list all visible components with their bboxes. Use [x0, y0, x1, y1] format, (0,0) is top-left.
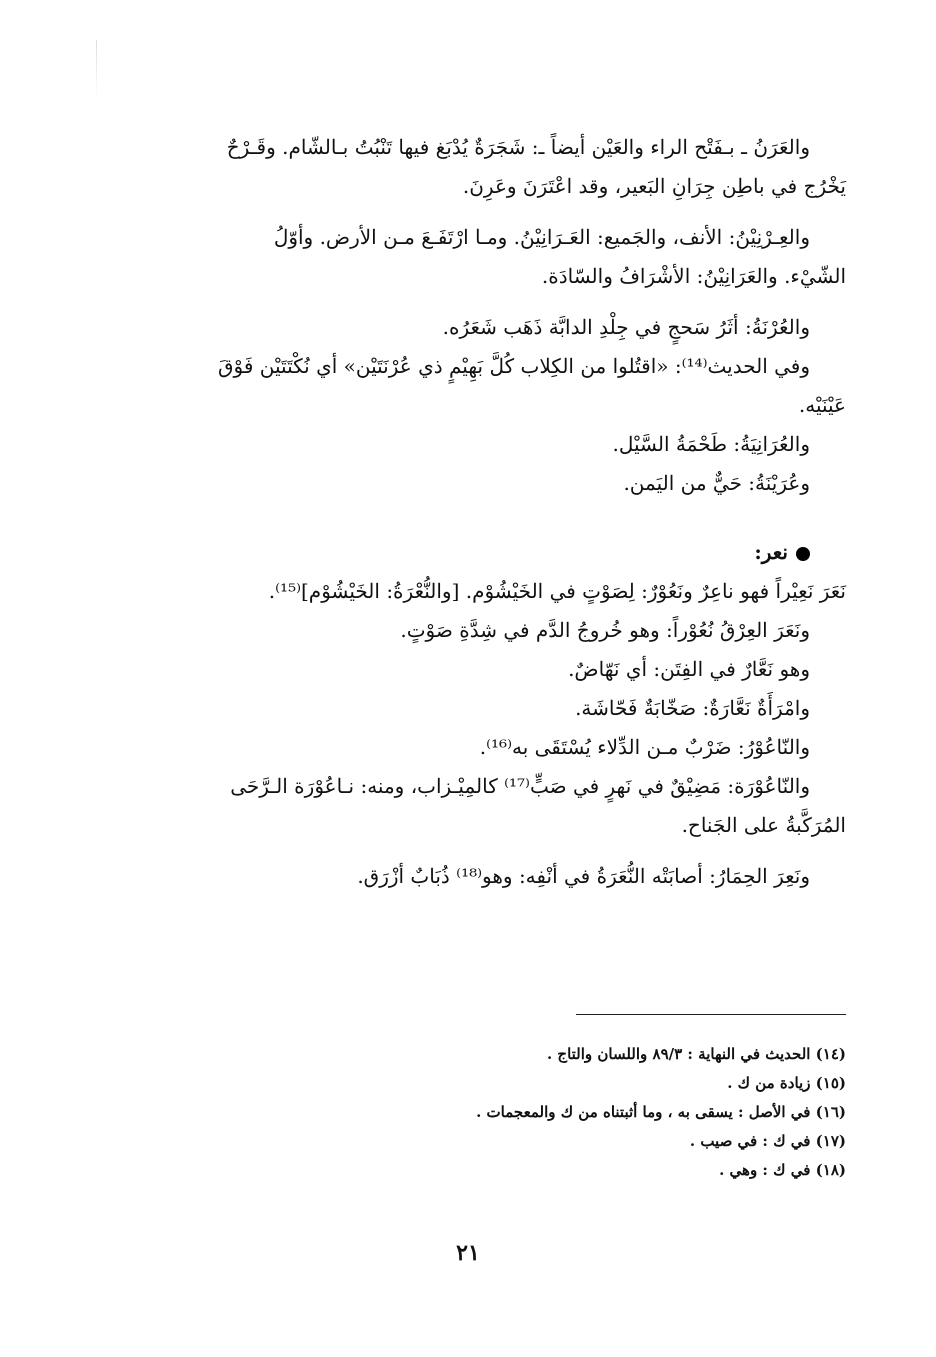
footnote: (١٨) في ك : وهي .: [719, 1161, 846, 1179]
entry-line: والعِـرْنِيْنُ: الأنف، والجَميع: العَـرَانِيْنُ. ومـا ارْتَفَـعَ مـن الأرض. وأوّلُ: [273, 225, 810, 249]
footnote: (١٦) في الأصل : يسقى به ، وما أثبتناه من ك والمعجمات .: [476, 1103, 846, 1121]
entry-line: وهو نَعَّارٌ في الفِتَن: أي نَهّاضٌ.: [568, 657, 810, 681]
footnote: (١٥) زيادة من ك .: [727, 1074, 846, 1092]
section-heading: [110, 533, 846, 572]
entry-line: عَيْنَيْه.: [798, 393, 846, 417]
entry-line: ونَعِرَ الحِمَارُ: أصابَتْه النُّعَرَةُ في أنْفِه: وهو⁽¹⁸⁾ ذُبَابٌ أزْرَق.: [357, 864, 810, 888]
entry-line: يَخْرُج في باطِن جِرَانِ البَعير، وقد اعْتَرَنَ وعَرِنَ.: [462, 174, 846, 198]
entry-line: وعُرَيْنَةُ: حَيٌّ من اليَمن.: [623, 471, 810, 495]
entry-line: نَعَرَ نَعِيْراً فهو ناعِرٌ ونَعُوْرٌ: لِصَوْتٍ في الخَيْشُوْم. [والنُّعْرَةُ: الخَيْشُوْم]⁽¹⁵⁾.: [268, 579, 846, 603]
entry-line: ونَعَرَ العِرْقُ نُعُوْراً: وهو خُروجُ الدَّم في شِدَّةِ صَوْتٍ.: [400, 618, 810, 642]
entry-line: والنّاعُوْرُ: ضَرْبٌ مـن الدِّلاء يُسْتَقَى به⁽¹⁶⁾.: [479, 735, 810, 759]
scan-edge-mark: [96, 40, 97, 100]
entry-line: والعُرَانِيَةُ: طَحْمَةُ السَّيْل.: [612, 432, 810, 456]
entry-line: المُرَكَّبةُ على الجَناح.: [681, 813, 846, 837]
footnote: (١٤) الحديث في النهاية : ٨٩/٣ واللسان والتاج .: [546, 1045, 846, 1063]
footnote: (١٧) في ك : في صيب .: [689, 1132, 846, 1150]
entry-line: وفي الحديث⁽¹⁴⁾: «اقتُلوا من الكِلاب كُلَّ بَهِيْمٍ ذي عُرْنَتَيْن» أي نُكْتَتَيْن فَوْقَ: [218, 354, 810, 378]
entry-line: والعَرَنُ ـ بـفَتْح الراء والعَيْن أيضاً ـ: شَجَرَةٌ يُدْبَغ فيها تَنْبُتُ بـالشّام. وقَـرْحٌ: [226, 135, 810, 159]
footnote-divider: [576, 1014, 846, 1015]
footnotes: [300, 1040, 846, 1185]
entry-line: والعُرْنَةُ: أثَرُ سَحجٍ في جِلْدِ الدابَّة ذَهَب شَعَرُه.: [442, 315, 810, 339]
entry-line: الشّيْء. والعَرَانِيْنُ: الأشْرَافُ والسّادَة.: [541, 264, 846, 288]
page-number: ٢١: [456, 1240, 480, 1266]
section-heading-text: نعر:: [754, 540, 788, 564]
entry-line: وامْرَأَةٌ نَعَّارَةٌ: صَخّابَةٌ فَحّاشَة.: [575, 696, 810, 720]
bullet-icon: [796, 547, 810, 561]
main-text: [110, 128, 846, 896]
entry-line: والنّاعُوْرَة: مَضِيْقٌ في نَهرٍ في صَبٍّ⁽¹⁷⁾ كالمِيْـزاب، ومنه: نـاعُوْرَة الـرَّحَى: [230, 774, 810, 798]
